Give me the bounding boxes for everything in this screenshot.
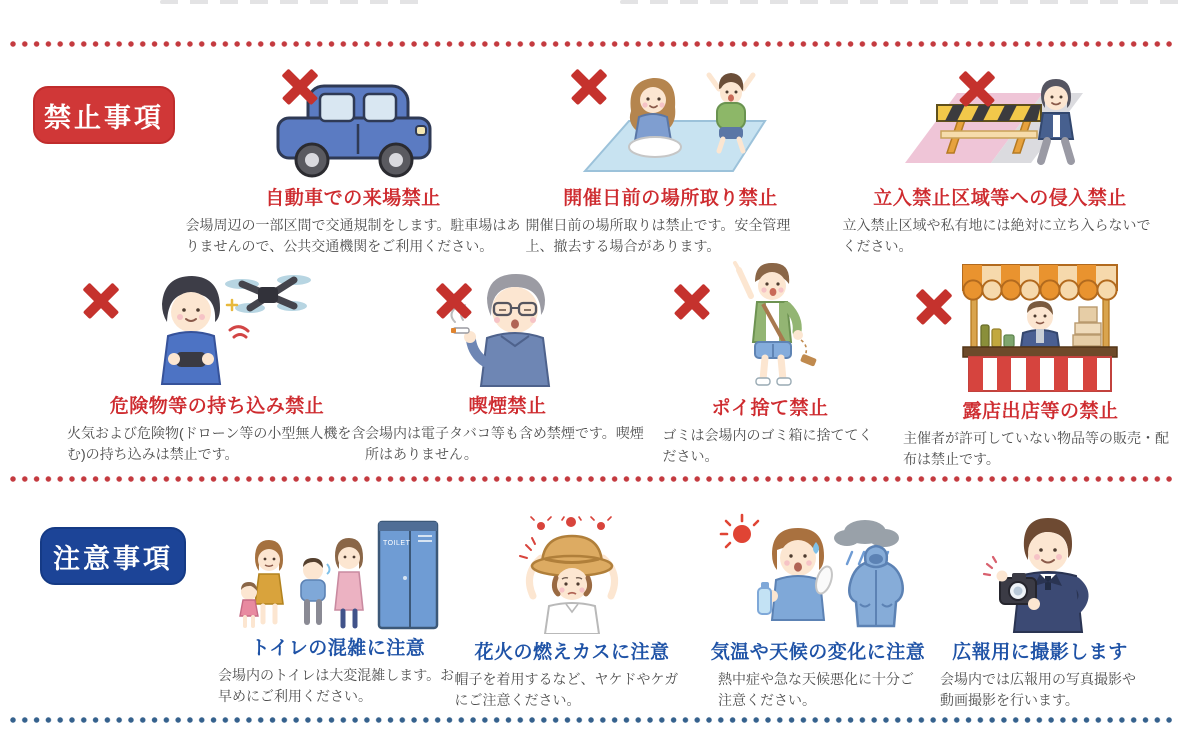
prohibition-x-icon <box>570 68 608 106</box>
prohibition-x-icon <box>435 282 473 320</box>
caution-item <box>930 508 1150 710</box>
item-title: 危険物等の持ち込み禁止 <box>109 396 325 417</box>
prohibited-item <box>183 58 523 256</box>
item-title: 開催日前の場所取り禁止 <box>563 188 778 209</box>
item-description: 主催者が許可していない物品等の販売・配布は禁止です。 <box>903 430 1169 467</box>
item-title: 花火の燃えカスに注意 <box>474 642 670 663</box>
prohibition-x-icon <box>915 288 953 326</box>
item-description: 火気および危険物(ドローン等の小型無人機を含む)の持ち込みは禁止です。 <box>67 425 366 462</box>
prohibition-x-icon <box>82 282 120 320</box>
item-description: 会場内では広報用の写真撮影や動画撮影を行います。 <box>940 671 1136 708</box>
prohibition-x-icon <box>958 70 996 108</box>
prohibition-x-icon <box>281 68 319 106</box>
prohibited-item <box>62 263 372 464</box>
item-description: 帽子を着用するなど、ヤケドやケガにご注意ください。 <box>454 671 679 708</box>
item-description: ゴミは会場内のゴミ箱に捨ててください。 <box>662 427 873 464</box>
cropped-text-remnant <box>620 0 1180 4</box>
divider-dotted-red-top <box>10 40 1177 48</box>
divider-dotted-blue-bottom <box>10 716 1177 724</box>
item-title: 気温や天候の変化に注意 <box>710 642 926 663</box>
photographer-illustration <box>960 512 1120 634</box>
caution-section-badge: 注意事項 <box>40 527 186 585</box>
item-description: 会場内のトイレは大変混雑します。お早めにご利用ください。 <box>218 667 455 704</box>
prohibited-section-badge: 禁止事項 <box>33 86 175 144</box>
prohibited-item <box>840 58 1160 256</box>
littering-man-illustration <box>685 258 855 390</box>
item-title: 露店出店等の禁止 <box>962 401 1119 422</box>
item-title: 自動車での来場禁止 <box>265 188 441 209</box>
item-description: 開催日前の場所取りは禁止です。安全管理上、撤去する場合があります。 <box>525 217 791 254</box>
toilet-queue-illustration <box>233 518 443 630</box>
item-title: 喫煙禁止 <box>468 396 547 417</box>
weather-change-illustration <box>716 512 921 634</box>
item-description: 会場周辺の一部区間で交通規制をします。駐車場はありませんので、公共交通機関をご利用ください。 <box>185 217 521 254</box>
caution-item <box>452 513 692 710</box>
item-description: 熱中症や急な天候悪化に十分ご注意ください。 <box>718 671 914 708</box>
restricted-area-barricade-illustration <box>895 65 1105 180</box>
item-title: ポイ捨て禁止 <box>711 398 829 419</box>
drone-operator-illustration <box>112 266 322 388</box>
item-title: 立入禁止区域等への侵入禁止 <box>873 188 1127 209</box>
item-title: トイレの混雑に注意 <box>250 638 426 659</box>
prohibited-item <box>365 263 650 464</box>
prohibited-item <box>518 55 823 256</box>
item-description: 立入禁止区域や私有地には絶対に立ち入らないでください。 <box>842 217 1151 254</box>
prohibited-item <box>650 255 890 466</box>
toilet-sign-label: TOILET <box>383 540 411 547</box>
hat-embers-illustration <box>487 516 657 634</box>
divider-dotted-red-middle <box>10 475 1177 483</box>
item-description: 会場内は電子タバコ等も含め禁煙です。喫煙所はありません。 <box>365 425 644 462</box>
item-title: 広報用に撮影します <box>952 642 1128 663</box>
prohibition-x-icon <box>673 283 711 321</box>
caution-item <box>218 513 458 706</box>
caution-item <box>708 508 928 710</box>
street-stall-illustration <box>943 261 1138 393</box>
cropped-text-remnant <box>160 0 430 4</box>
prohibited-item <box>898 258 1183 469</box>
